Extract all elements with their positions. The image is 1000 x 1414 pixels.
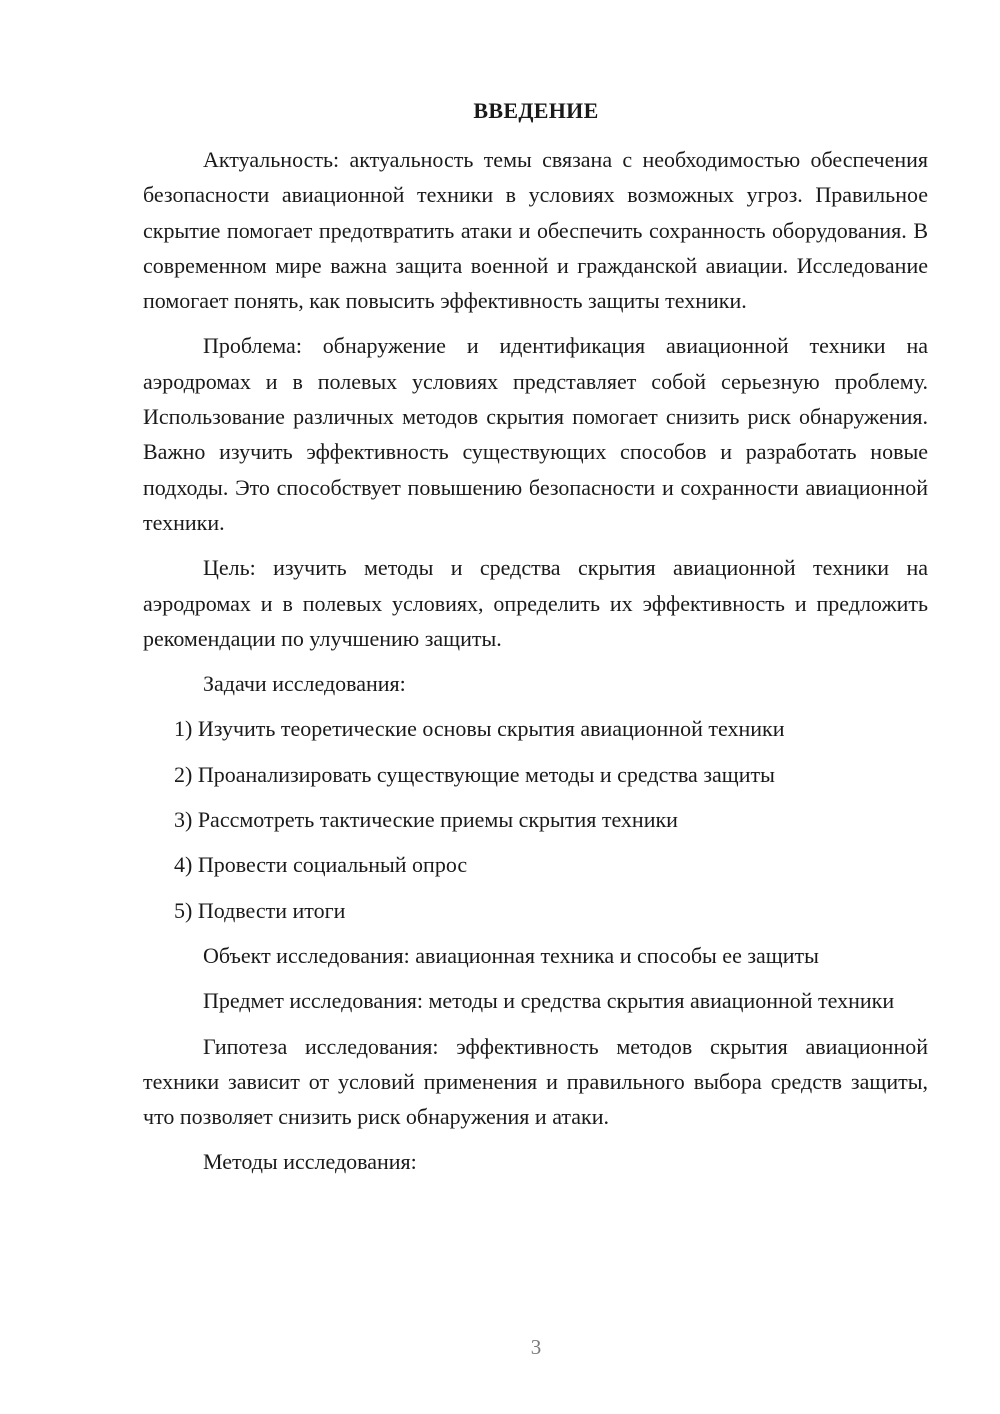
tasks-heading: Задачи исследования:	[203, 671, 406, 697]
page-title: ВВЕДЕНИЕ	[473, 98, 599, 123]
paragraph-goal: Цель: изучить методы и средства скрытия авиационной техники на аэродромах и в полевых условиях, определить их эффективность и предложить рекомендации по улучшению защиты.	[143, 555, 928, 651]
paragraph-problem: Проблема: обнаружение и идентификация авиационной техники на аэродромах и в полевых условиях представляет собой серьезную проблему. Использование различных методов скрытия помогает снизить риск обнаружения. Важно изучить эффективность существующих способов и разработать новые подходы. Это способствует повышению безопасности и сохранности авиационной техники.	[143, 333, 928, 535]
list-item: 2) Проанализировать существующие методы и средства защиты	[174, 761, 775, 787]
list-item: 5) Подвести итоги	[174, 897, 346, 923]
paragraph-relevance: Актуальность: актуальность темы связана с необходимостью обеспечения безопасности авиационной техники в условиях возможных угроз. Правильное скрытие помогает предотвратить атаки и обеспечить сохранность оборудования. В современном мире важна защита военной и гражданской авиации. Исследование помогает понять, как повысить эффективность защиты техники.	[143, 147, 928, 314]
list-item: 4) Провести социальный опрос	[174, 852, 468, 878]
paragraph-hypothesis: Гипотеза исследования: эффективность методов скрытия авиационной техники зависит от условий применения и правильного выбора средств защиты, что позволяет снизить риск обнаружения и атаки.	[143, 1033, 928, 1130]
paragraph-subject: Предмет исследования: методы и средства скрытия авиационной техники	[203, 988, 895, 1014]
list-item: 1) Изучить теоретические основы скрытия авиационной техники	[174, 716, 785, 742]
list-item: 3) Рассмотреть тактические приемы скрытия техники	[174, 807, 678, 833]
paragraph-object: Объект исследования: авиационная техника и способы ее защиты	[203, 942, 819, 968]
page-number: 3	[530, 1335, 542, 1359]
methods-heading: Методы исследования:	[203, 1149, 417, 1175]
document-body	[143, 142, 928, 1190]
